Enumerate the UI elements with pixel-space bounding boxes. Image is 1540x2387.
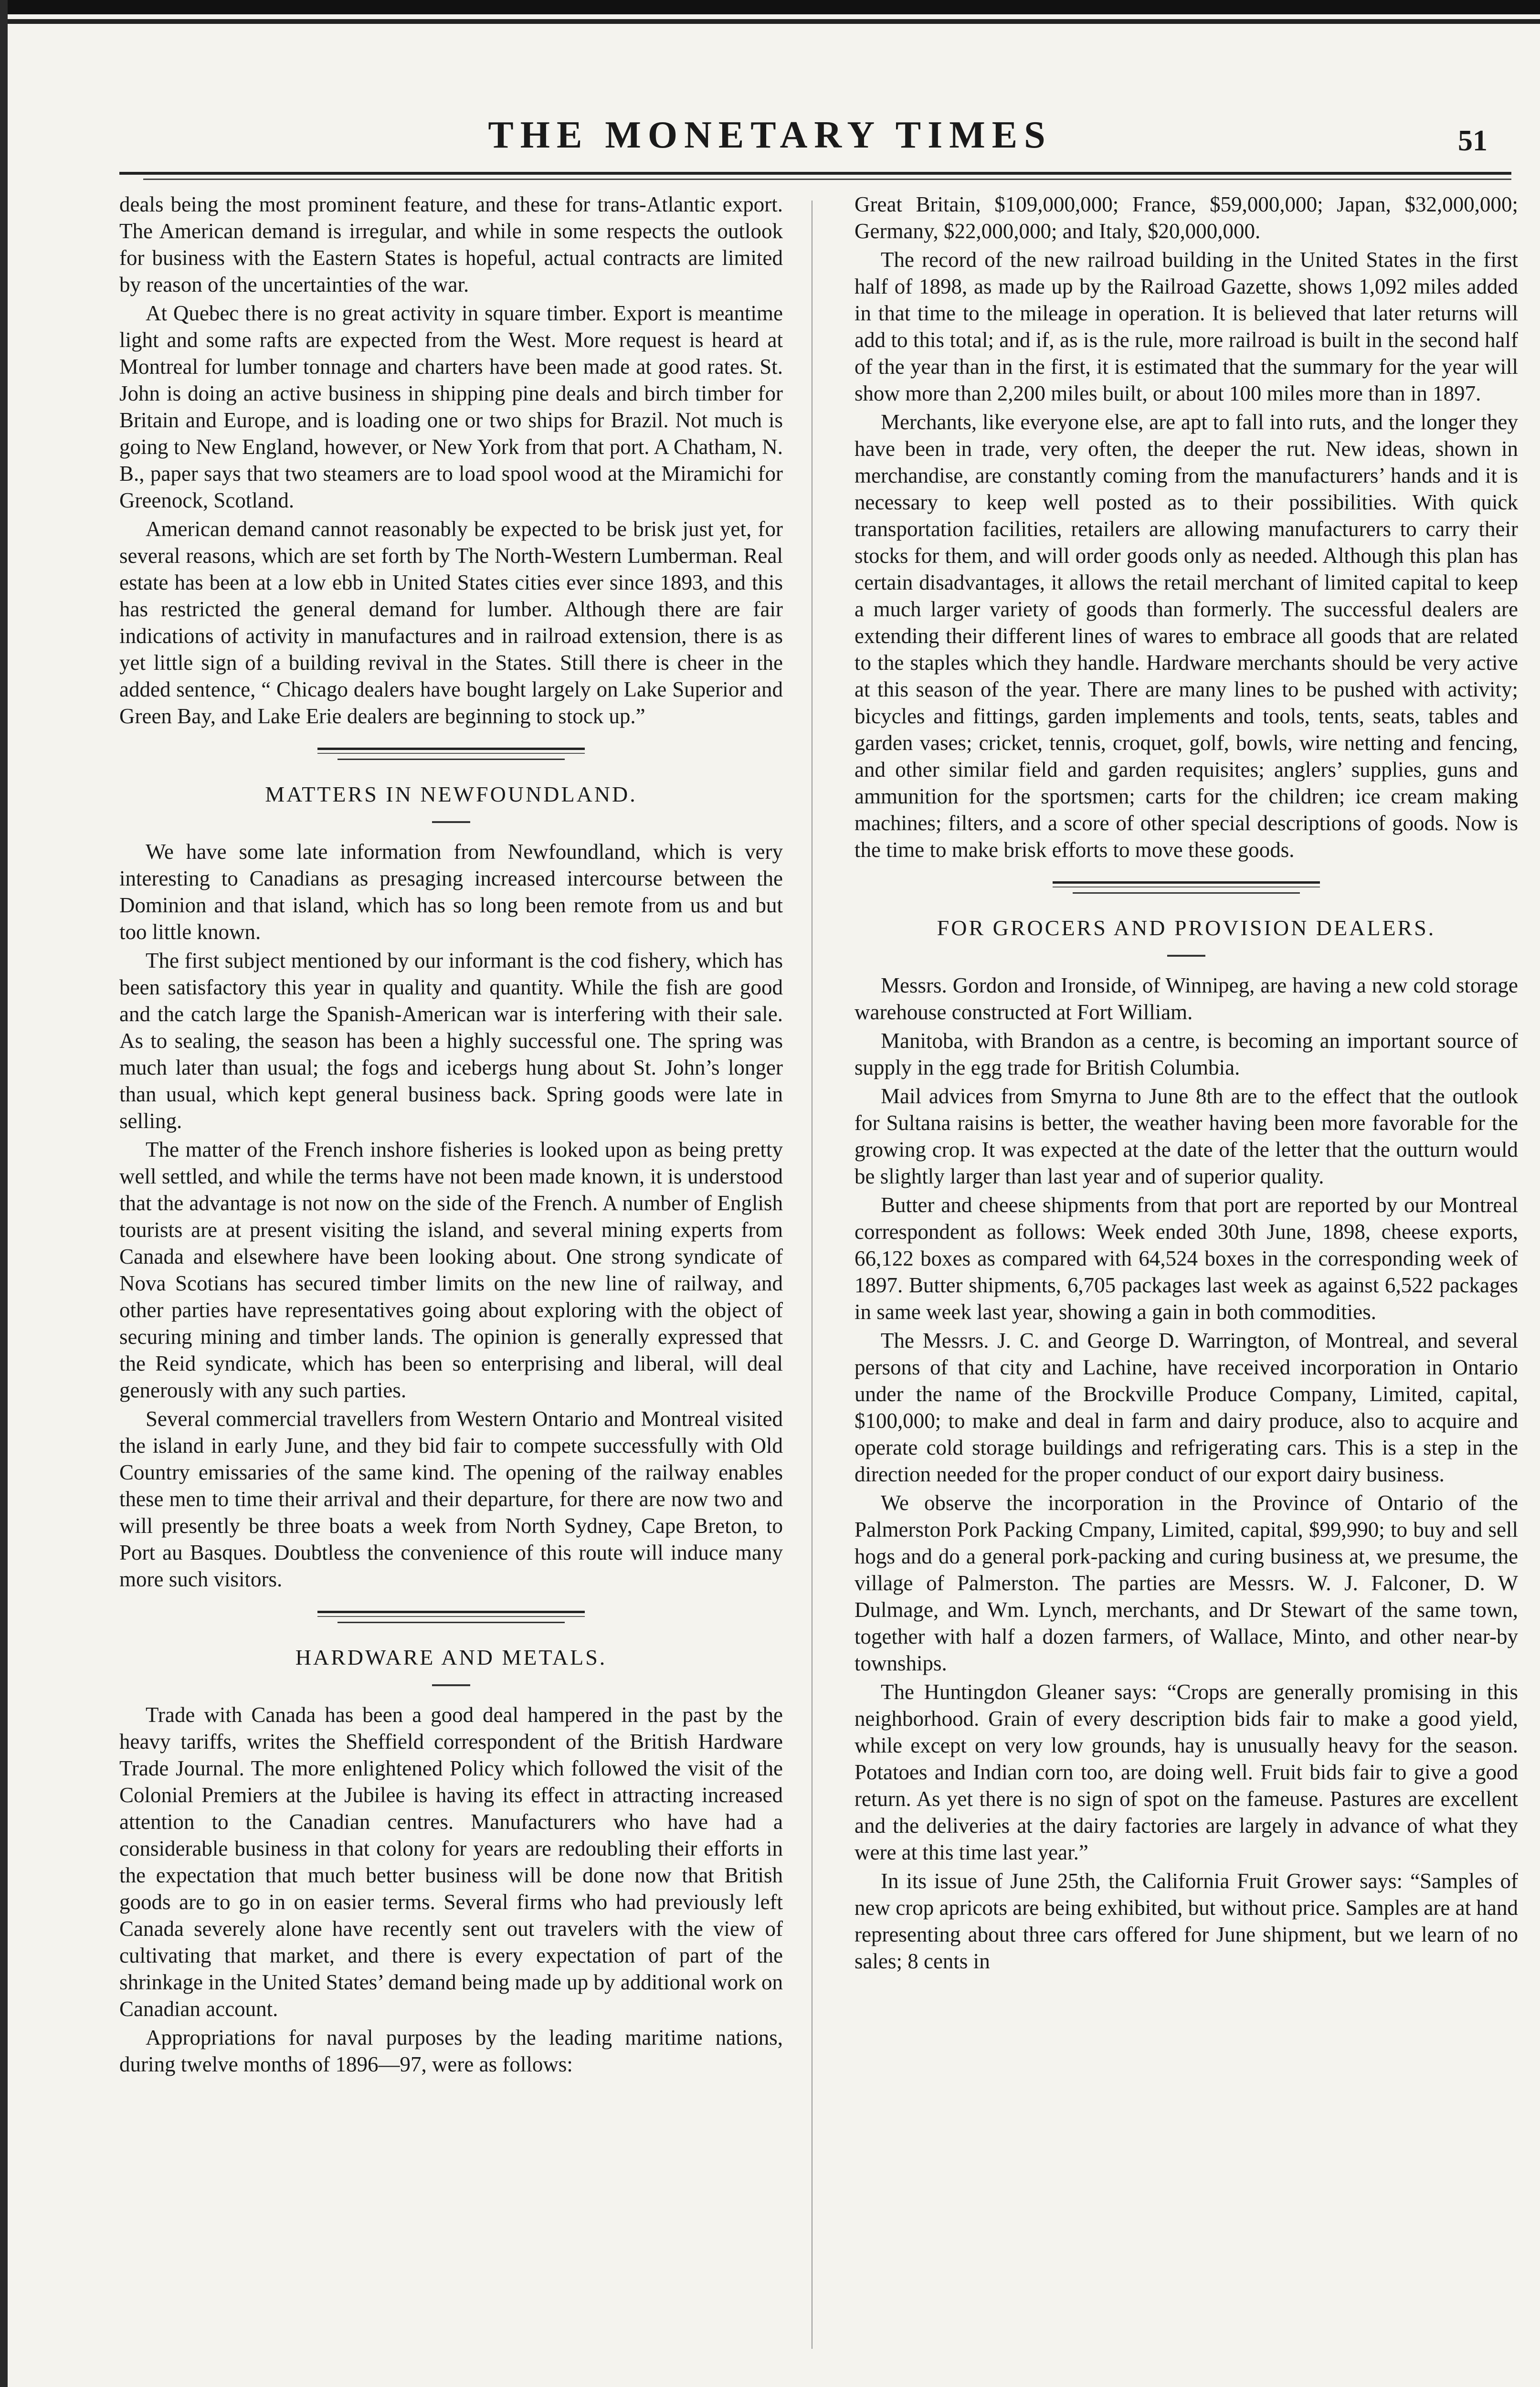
- top-border-rule-thin: [0, 19, 1540, 24]
- article-paragraph: In its issue of June 25th, the California Fruit Grower says: “Samples of new crop apricots are being exhibited, but without price. Samples are at hand representing about three cars offered for June shipment, but we learn of no sales; 8 cents in: [854, 1869, 1518, 1973]
- article-paragraph: The first subject mentioned by our informant is the cod fishery, which has been satisfactory this year in quality and quantity. While the fish are good and the catch large the Spanish-American war is interfering with their sale. As to sealing, the season has been a highly successful one. The spring was much later than usual; the fogs and icebergs hung about St. John’s longer than usual, which kept general business back. Spring goods were late in selling.: [119, 949, 783, 1133]
- article-paragraph: Great Britain, $109,000,000; France, $59,000,000; Japan, $32,000,000; Germany, $22,000,000; and Italy, $20,000,000.: [854, 192, 1518, 243]
- article-paragraph: Trade with Canada has been a good deal hampered in the past by the heavy tariffs, writes the Sheffield correspondent of the British Hardware Trade Journal. The more enlightened Policy which followed the visit of the Colonial Premiers at the Jubilee is having its effect in attracting increased attention to the Canadian centres. Manufacturers who have had a considerable business in that colony for years are redoubling their efforts in the expectation that much better business will be done now that British goods are to go in on easier terms. Several firms who had previously left Canada severely alone have recently sent out travelers with the view of cultivating that market, and there is every expectation of part of the shrinkage in the United States’ demand being made up by additional work on Canadian account.: [119, 1703, 783, 2021]
- article-paragraph: We have some late information from Newfoundland, which is very interesting to Canadians as presaging increased intercourse between the Dominion and that island, which has so long been remote from us and but too little known.: [119, 840, 783, 944]
- title-underline: [432, 1684, 470, 1686]
- right-column: [854, 191, 1518, 1976]
- article-paragraph: Manitoba, with Brandon as a centre, is becoming an important source of supply in the egg trade for British Columbia.: [854, 1029, 1518, 1079]
- article-paragraph: Butter and cheese shipments from that port are reported by our Montreal correspondent as follows: Week ended 30th June, 1898, cheese exports, 66,122 boxes as compared with 64,524 boxes in the corresponding week of 1897. Butter shipments, 6,705 packages last week as against 6,522 packages in same week last year, showing a gain in both commodities.: [854, 1193, 1518, 1324]
- left-column: [119, 191, 783, 2080]
- article-paragraph: The Messrs. J. C. and George D. Warrington, of Montreal, and several persons of that city and Lachine, have received incorporation in Ontario under the name of the Brockville Produce Company, Limited, capital, $100,000; to make and deal in farm and dairy produce, also to acquire and operate cold storage buildings and refrigerating cars. This is a step in the direction needed for the proper conduct of our export dairy business.: [854, 1329, 1518, 1486]
- top-border-rule: [0, 0, 1540, 14]
- article-paragraph: The Huntingdon Gleaner says: “Crops are generally promising in this neighborhood. Grain of every description bids fair to make a good yield, while except on very low grounds, hay is unusually heavy for the season. Potatoes and Indian corn too, are doing well. Fruit bids fair to give a good return. As yet there is no sign of spot on the fameuse. Pastures are excellent and the deliveries at the dairy factories are largely in advance of what they were at this time last year.”: [854, 1680, 1518, 1864]
- section-title-newfoundland: MATTERS IN NEWFOUNDLAND.: [265, 782, 637, 806]
- section-separator: [1053, 881, 1320, 894]
- masthead-title: THE MONETARY TIMES: [488, 114, 1052, 156]
- section-title-hardware: HARDWARE AND METALS.: [295, 1645, 607, 1669]
- page-edge-shadow: [0, 0, 8, 2387]
- article-paragraph: Mail advices from Smyrna to June 8th are to the effect that the outlook for Sultana raisins is better, the weather having been more favorable for the growing crop. It was expected at the date of the letter that the outturn would be slightly larger than last year and of superior quality.: [854, 1084, 1518, 1188]
- section-separator: [317, 748, 585, 760]
- article-paragraph: Merchants, like everyone else, are apt to fall into ruts, and the longer they have been in trade, very often, the deeper the rut. New ideas, shown in merchandise, are constantly coming from the manufacturers’ hands and it is necessary to keep well posted as to their possibilities. With quick transportation facilities, retailers are allowing manufacturers to carry their stocks for them, and will order goods only as needed. Although this plan has certain disadvantages, it allows the retail merchant of limited capital to keep a much larger variety of goods than formerly. The successful dealers are extending their different lines of wares to embrace all goods that are related to the staples which they handle. Hardware merchants should be very active at this season of the year. There are many lines to be pushed with activity; bicycles and fittings, garden implements and tools, tents, seats, tables and garden vases; cricket, tennis, croquet, golf, bowls, wire netting and fencing, and other similar field and garden requisites; anglers’ supplies, guns and ammunition for the sportsmen; carts for the children; ice cream making machines; filters, and a score of other special descriptions of goods. Now is the time to make brisk efforts to move these goods.: [854, 410, 1518, 862]
- title-underline: [1167, 955, 1205, 957]
- article-paragraph: American demand cannot reasonably be expected to be brisk just yet, for several reasons, which are set forth by The North-Western Lumberman. Real estate has been at a low ebb in United States cities ever since 1893, and this has restricted the general demand for lumber. Although there are fair indications of activity in manufactures and in railroad extension, there is as yet little sign of a building revival in the States. Still there is cheer in the added sentence, “ Chicago dealers have bought largely on Lake Superior and Green Bay, and Lake Erie dealers are beginning to stock up.”: [119, 517, 783, 728]
- article-paragraph: At Quebec there is no great activity in square timber. Export is meantime light and some rafts are expected from the West. More request is heard at Montreal for lumber tonnage and charters have been made at good rates. St. John is doing an active business in shipping pine deals and birch timber for Britain and Europe, and is loading one or two ships for Brazil. Not much is going to New England, however, or New York from that port. A Chatham, N. B., paper says that two steamers are to load spool wood at the Miramichi for Greenock, Scotland.: [119, 301, 783, 512]
- article-paragraph: Several commercial travellers from Western Ontario and Montreal visited the island in early June, and they bid fair to compete successfully with Old Country emissaries of the same kind. The opening of the railway enables these men to time their arrival and their departure, for there are now two and will presently be three boats a week from North Sydney, Cape Breton, to Port au Basques. Doubtless the convenience of this route will induce many more such visitors.: [119, 1407, 783, 1591]
- section-title-grocers: FOR GROCERS AND PROVISION DEALERS.: [937, 916, 1436, 940]
- article-paragraph: Messrs. Gordon and Ironside, of Winnipeg, are having a new cold storage warehouse constructed at Fort William.: [854, 973, 1518, 1024]
- header-rule: [119, 172, 1511, 175]
- title-underline: [432, 821, 470, 823]
- header-rule-thin: [143, 179, 1511, 180]
- article-paragraph: Appropriations for naval purposes by the leading maritime nations, during twelve months of 1896—97, were as follows:: [119, 2026, 783, 2076]
- article-paragraph: The matter of the French inshore fisheries is looked upon as being pretty well settled, and while the terms have not been made known, it is understood that the advantage is not now on the side of the French. A number of English tourists are at present visiting the island, and several mining experts from Canada and elsewhere have been looking about. One strong syndicate of Nova Scotians has secured timber limits on the new line of railway, and other parties have representatives going about exploring with the object of securing mining and timber lands. The opinion is generally expressed that the Reid syndicate, which has been so enterprising and liberal, will deal generously with any such parties.: [119, 1138, 783, 1402]
- article-paragraph: We observe the incorporation in the Province of Ontario of the Palmerston Pork Packing Cmpany, Limited, capital, $99,990; to buy and sell hogs and do a general pork-packing and curing business at, we presume, the village of Palmerston. The parties are Messrs. W. J. Falconer, D. W Dulmage, and Wm. Lynch, merchants, and Dr Stewart of the same town, together with half a dozen farmers, of Wallace, Minto, and other near-by townships.: [854, 1491, 1518, 1675]
- article-paragraph: deals being the most prominent feature, and these for trans-Atlantic export. The American demand is irregular, and while in some respects the outlook for business with the Eastern States is hopeful, actual contracts are limited by reason of the uncertainties of the war.: [119, 192, 783, 296]
- page-number: 51: [1458, 125, 1487, 157]
- section-separator: [317, 1611, 585, 1623]
- article-paragraph: The record of the new railroad building in the United States in the first half of 1898, as made up by the Railroad Gazette, shows 1,092 miles added in that time to the mileage in operation. It is believed that later returns will add to this total; and if, as is the rule, more railroad is built in the second half of the year than in the first, it is estimated that the summary for the year will show more than 2,200 miles built, or about 100 miles more than in 1897.: [854, 248, 1518, 405]
